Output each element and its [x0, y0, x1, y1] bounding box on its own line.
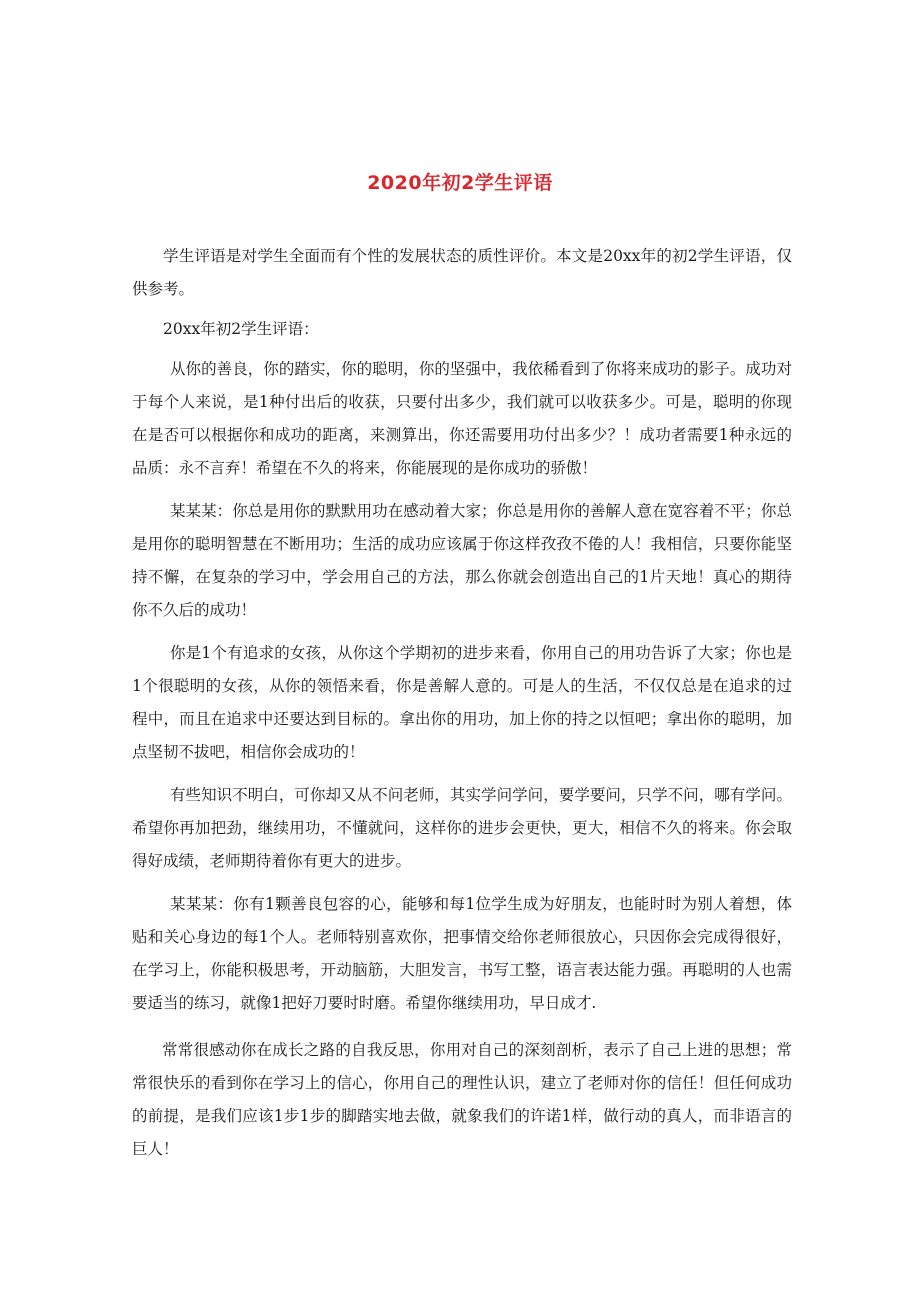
comment-paragraph: 从你的善良，你的踏实，你的聪明，你的坚强中，我依稀看到了你将来成功的影子。成功对于每个人来说，是1种付出后的收获，只要付出多少，我们就可以收获多少。可是，聪明的你现在是否可以根据你和成功的距离，来测算出，你还需要用功付出多少？！成功者需要1种永远的品质：永不言弃！希望在不久的将来，你能展现的是你成功的骄傲！ — [132, 360, 792, 477]
document-body — [132, 240, 792, 1176]
document-title: 2020年初2学生评语 — [367, 172, 553, 194]
comment-paragraph: 有些知识不明白，可你却又从不问老师，其实学问学问，要学要问，只学不问，哪有学问。希望你再加把劲，继续用功，不懂就问，这样你的进步会更快，更大，相信不久的将来。你会取得好成绩，老师期待着你有更大的进步。 — [132, 786, 792, 870]
comment-paragraph: 某某某：你有1颗善良包容的心，能够和每1位学生成为好朋友，也能时时为别人着想，体贴和关心身边的每1个人。老师特别喜欢你，把事情交给你老师很放心，只因你会完成得很好，在学习上，你能积极思考，开动脑筋，大胆发言，书写工整，语言表达能力强。再聪明的人也需要适当的练习，就像1把好刀要时时磨。希望你继续用功，早日成才. — [132, 895, 792, 1012]
intro-paragraph: 学生评语是对学生全面而有个性的发展状态的质性评价。本文是20xx年的初2学生评语，仅供参考。 — [132, 247, 792, 298]
comment-paragraph: 某某某：你总是用你的默默用功在感动着大家；你总是用你的善解人意在宽容着不平；你总是用你的聪明智慧在不断用功；生活的成功应该属于你这样孜孜不倦的人！我相信，只要你能坚持不懈，在复杂的学习中，学会用自己的方法，那么你就会创造出自己的1片天地！真心的期待你不久后的成功！ — [132, 502, 792, 619]
comment-paragraph: 常常很感动你在成长之路的自我反思，你用对自己的深刻剖析，表示了自己上进的思想；常常很快乐的看到你在学习上的信心，你用自己的理性认识，建立了老师对你的信任！但任何成功的前提，是我们应该1步1步的脚踏实地去做，就象我们的许诺1样，做行动的真人，而非语言的巨人！ — [132, 1041, 792, 1158]
comment-paragraph: 你是1个有追求的女孩，从你这个学期初的进步来看，你用自己的用功告诉了大家；你也是1个很聪明的女孩，从你的领悟来看，你是善解人意的。可是人的生活，不仅仅总是在追求的过程中，而且在追求中还要达到目标的。拿出你的用功，加上你的持之以恒吧；拿出你的聪明，加点坚韧不拔吧，相信你会成功的！ — [132, 644, 792, 761]
section-heading: 20xx年初2学生评语： — [163, 320, 319, 338]
